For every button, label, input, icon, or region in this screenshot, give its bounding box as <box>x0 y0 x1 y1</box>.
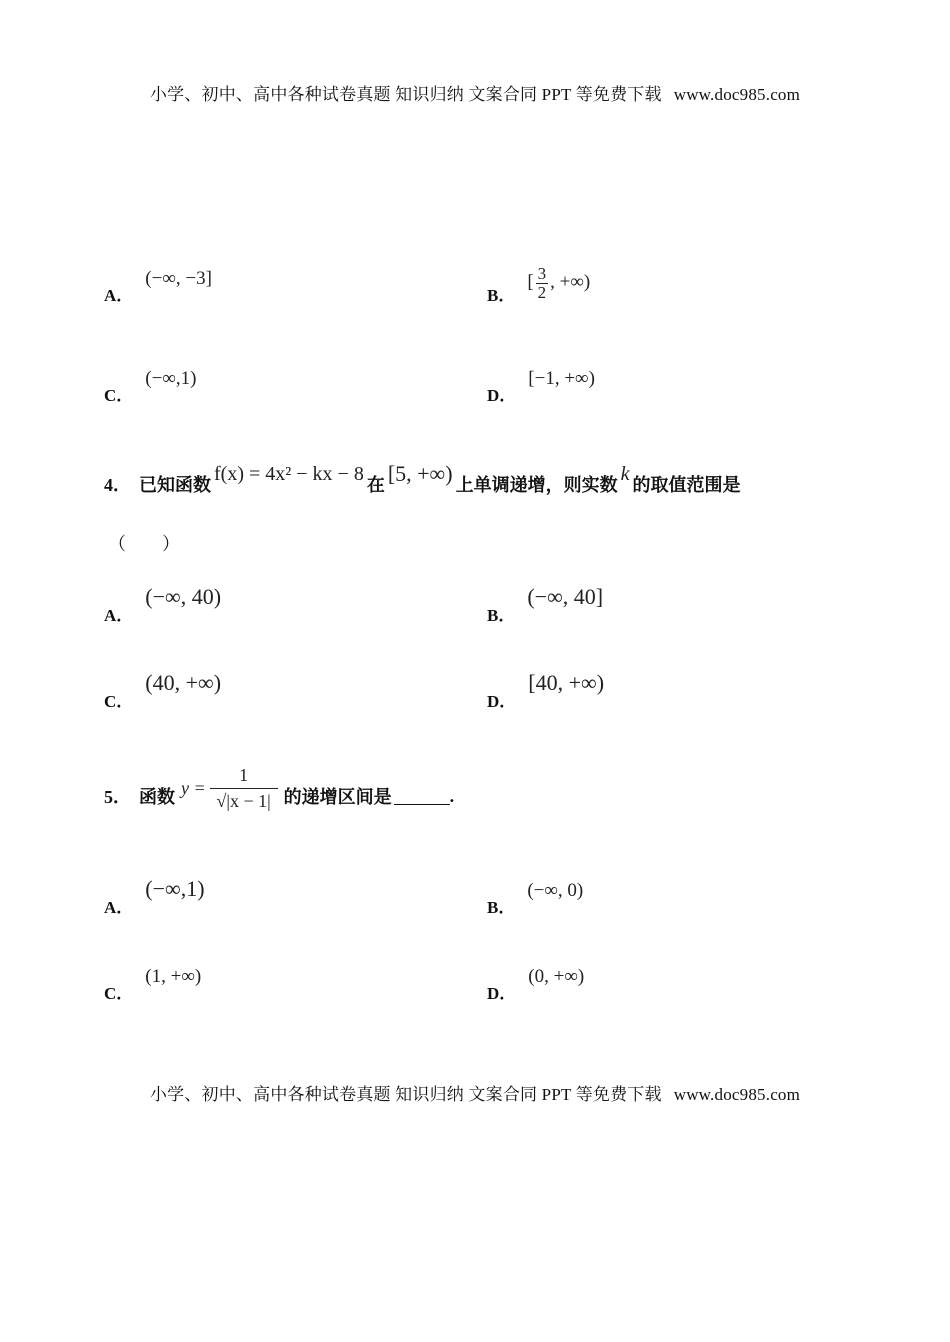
footer-text: 小学、初中、高中各种试卷真题 知识归纳 文案合同 PPT 等免费下载 <box>149 1085 662 1104</box>
variable-k <box>621 463 630 486</box>
q3-option-a[interactable] <box>104 270 212 304</box>
option-label: B． <box>487 286 516 305</box>
question-text: 在 <box>366 475 385 496</box>
question-4 <box>104 461 741 502</box>
answer-parentheses: （ ） <box>108 534 180 555</box>
q5-option-c[interactable] <box>104 966 201 1002</box>
fraction-denominator: √|x − 1| <box>216 790 271 811</box>
header-text: 小学、初中、高中各种试卷真题 知识归纳 文案合同 PPT 等免费下载 <box>149 85 662 104</box>
q4-option-c[interactable] <box>104 670 222 711</box>
question-text: 上单调递增，则实数 <box>455 475 618 496</box>
option-value: [−1, +∞) <box>528 368 595 389</box>
function-formula <box>181 765 278 812</box>
question-number: 4． <box>104 475 131 495</box>
option-label: C． <box>104 386 134 405</box>
option-value: (−∞,1) <box>145 876 205 901</box>
function-formula: f(x) = 4x² − kx − 8 <box>214 462 364 485</box>
question-text: 已知函数 <box>139 475 211 496</box>
q5-option-a[interactable] <box>104 876 205 917</box>
question-text: 函数 <box>139 787 175 808</box>
option-label: A． <box>104 898 134 917</box>
option-value: (−∞, 40] <box>527 584 604 609</box>
fraction-numerator: 3 <box>537 264 547 284</box>
page-header <box>0 80 950 105</box>
question-end: . <box>449 785 455 806</box>
option-value: (−∞,1) <box>145 368 197 389</box>
question-text: 的递增区间是 <box>283 787 392 808</box>
option-value: (−∞, 0) <box>527 880 584 901</box>
option-label: A． <box>104 286 134 305</box>
fraction <box>210 765 278 812</box>
variable-k-text: k <box>620 462 630 485</box>
option-label: D． <box>487 386 517 405</box>
question-text: 的取值范围是 <box>632 475 741 496</box>
q4-option-b[interactable] <box>487 584 604 625</box>
header-url: www.doc985.com <box>673 85 801 104</box>
option-value: (−∞, −3] <box>145 268 212 289</box>
option-label: B． <box>487 606 516 625</box>
q5-option-b[interactable] <box>487 880 583 916</box>
interval-formula: [5, +∞) <box>387 461 453 486</box>
formula-lhs: y = <box>181 777 206 798</box>
option-value: (40, +∞) <box>145 670 222 695</box>
q5-option-d[interactable] <box>487 966 584 1002</box>
option-label: D． <box>487 692 517 711</box>
q3-option-c[interactable] <box>104 370 196 404</box>
fraction-numerator: 1 <box>210 765 278 789</box>
interval-rest: , +∞) <box>550 272 591 294</box>
option-label: C． <box>104 692 134 711</box>
question-5 <box>104 762 454 830</box>
option-value: (1, +∞) <box>145 966 202 987</box>
fraction <box>536 265 549 302</box>
bracket: [ <box>527 272 534 294</box>
option-label: C． <box>104 984 134 1003</box>
answer-blank[interactable] <box>394 788 450 805</box>
option-label: A． <box>104 606 134 625</box>
option-value: (−∞, 40) <box>145 584 222 609</box>
footer-url: www.doc985.com <box>673 1085 801 1104</box>
q3-option-b[interactable] <box>487 255 590 304</box>
option-value: [40, +∞) <box>528 670 605 695</box>
option-label: D． <box>487 984 517 1003</box>
q4-option-a[interactable] <box>104 584 222 625</box>
option-label: B． <box>487 898 516 917</box>
q4-option-d[interactable] <box>487 670 605 711</box>
q3-option-d[interactable] <box>487 370 595 404</box>
option-value <box>527 265 590 302</box>
fraction-denominator: 2 <box>537 283 547 303</box>
option-value: (0, +∞) <box>528 966 585 987</box>
question-number: 5． <box>104 787 131 807</box>
page-footer <box>0 1080 950 1105</box>
